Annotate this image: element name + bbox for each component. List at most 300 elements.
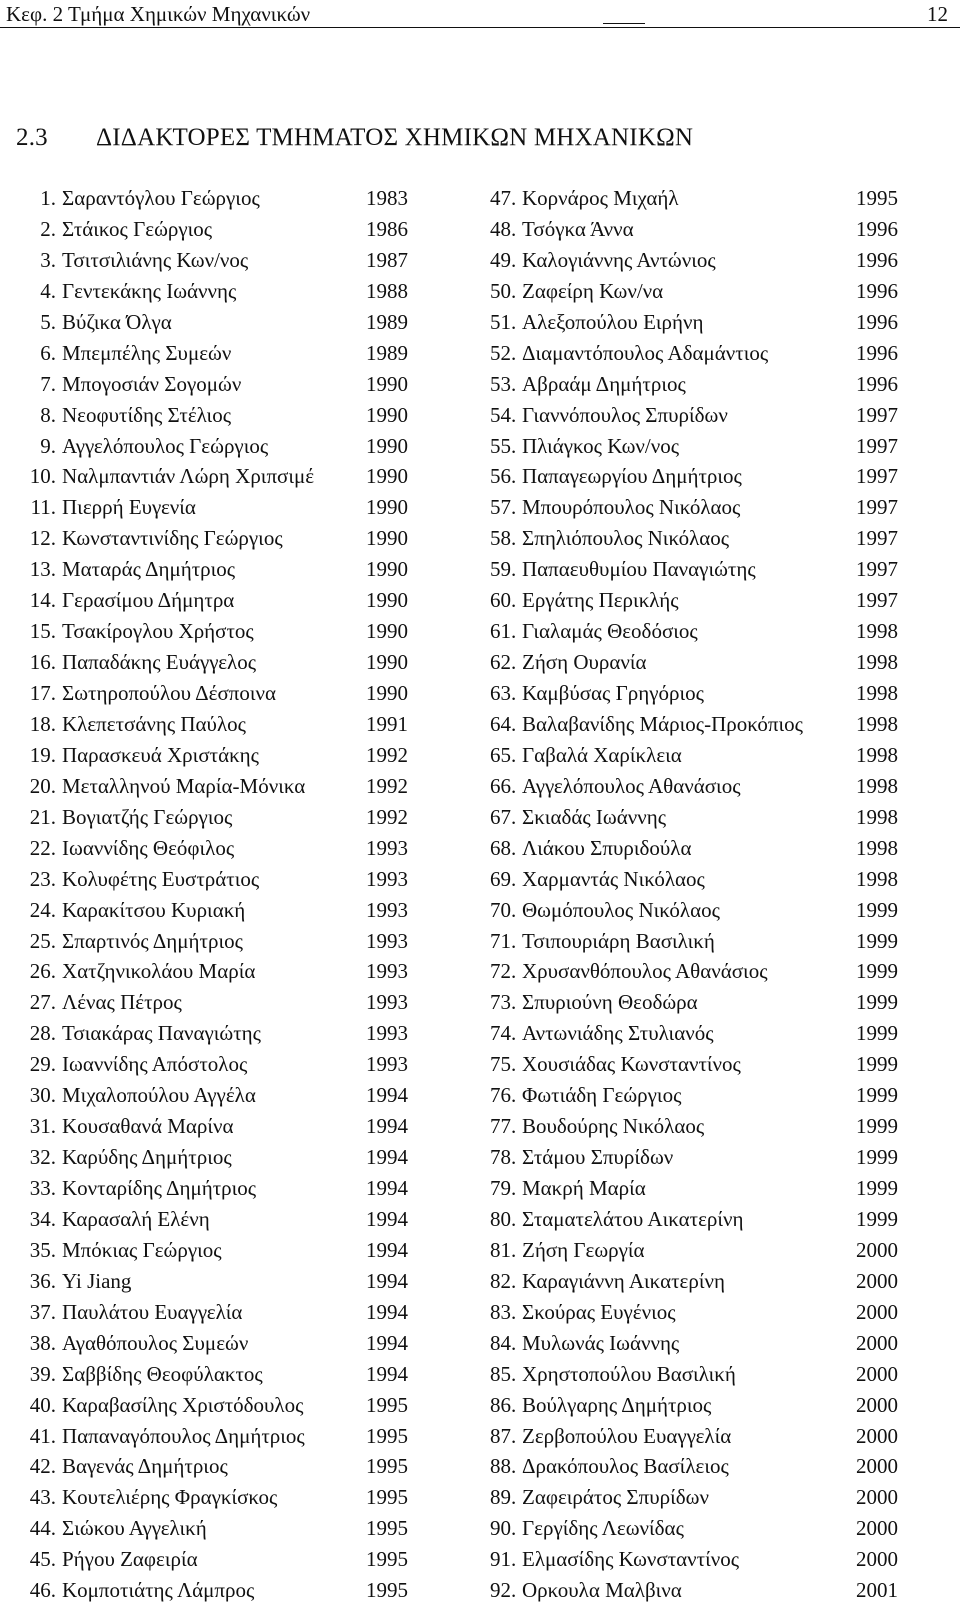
entry-number: 24.: [29, 897, 56, 922]
entry-year: 2000: [856, 1237, 898, 1262]
entry-number: 33.: [29, 1176, 56, 1200]
entry-name: Αγαθόπουλος Συμεών: [62, 1330, 249, 1355]
entry-year: 2000: [856, 1361, 898, 1386]
entry-number: 67.: [490, 804, 517, 829]
entry-year: 1996: [856, 247, 898, 272]
entry-number: 5.: [40, 309, 56, 334]
list-item: [18, 1297, 418, 1328]
entry-name: Βύζικα Όλγα: [62, 309, 172, 334]
entry-name: Ζαφειράτος Σπυρίδων: [522, 1485, 709, 1510]
entry-year: 1988: [366, 278, 408, 303]
entry-year: 1993: [366, 897, 408, 922]
list-item: [490, 1111, 906, 1142]
list-item: [490, 1544, 906, 1575]
entry-year: 2000: [856, 1454, 898, 1479]
entry-year: 1993: [366, 1021, 408, 1046]
list-item: [490, 740, 906, 771]
entry-name: Αντωνιάδης Στυλιανός: [522, 1021, 714, 1046]
entry-number: 20.: [29, 773, 56, 798]
entry-number: 41.: [29, 1423, 56, 1448]
entry-number: 25.: [29, 928, 56, 953]
list-item: [18, 338, 418, 369]
entry-year: 1994: [366, 1361, 408, 1386]
entry-year: 1997: [856, 464, 898, 489]
entry-name: Σιώκου Αγγελική: [62, 1516, 207, 1541]
entry-number: 60.: [490, 588, 517, 613]
list-item: [18, 1111, 418, 1142]
entry-number: 17.: [29, 681, 56, 705]
entry-year: 1995: [856, 186, 898, 210]
entry-number: 23.: [29, 866, 56, 891]
entry-name: Παυλάτου Ευαγγελία: [62, 1299, 243, 1324]
entry-number: 61.: [490, 619, 517, 644]
list-item: [490, 1421, 906, 1452]
entry-year: 1998: [856, 619, 898, 644]
entry-name: Ρήγου Ζαφειρία: [62, 1547, 198, 1572]
entry-number: 55.: [490, 433, 517, 458]
entry-name: Τσακίρογλου Χρήστος: [62, 619, 254, 644]
entry-name: Γεντεκάκης Ιωάννης: [62, 278, 237, 303]
list-item: [490, 1482, 906, 1513]
entry-name: Παπαγεωργίου Δημήτριος: [522, 464, 742, 489]
entry-name: Στάικος Γεώργιος: [62, 216, 213, 241]
entry-year: 1999: [856, 1052, 898, 1077]
entry-year: 1997: [856, 526, 898, 551]
entry-year: 1987: [366, 247, 408, 272]
list-item: [18, 864, 418, 895]
entry-number: 26.: [29, 959, 56, 984]
entry-year: 1998: [856, 742, 898, 767]
entry-year: 1998: [856, 711, 898, 736]
entry-name: Ζήση Ουρανία: [522, 650, 647, 675]
entry-name: Στάμου Σπυρίδων: [522, 1145, 674, 1170]
list-item: [18, 400, 418, 431]
list-item: [490, 1080, 906, 1111]
entry-year: 1998: [856, 773, 898, 798]
entry-year: 1989: [366, 340, 408, 365]
entry-number: 31.: [29, 1114, 56, 1139]
list-item: [18, 245, 418, 276]
list-item: [490, 1328, 906, 1359]
entry-number: 64.: [490, 711, 517, 736]
entry-year: 2000: [856, 1330, 898, 1355]
chapter-title: Κεφ. 2 Τμήμα Χημικών Μηχανικών: [6, 2, 311, 26]
list-item: [490, 461, 906, 492]
entry-number: 38.: [29, 1330, 56, 1355]
entry-number: 69.: [490, 866, 517, 891]
entry-year: 1995: [366, 1454, 408, 1479]
entry-name: Μεταλληνού Μαρία-Μόνικα: [62, 773, 306, 798]
list-item: [18, 276, 418, 307]
entry-number: 49.: [490, 247, 517, 272]
entry-name: Αγγελόπουλος Γεώργιος: [62, 433, 269, 458]
entry-name: Παρασκευά Χριστάκης: [62, 742, 259, 767]
entry-name: Νεοφυτίδης Στέλιος: [62, 402, 232, 427]
entry-name: Λιάκου Σπυριδούλα: [522, 835, 692, 860]
list-item: [490, 1173, 906, 1204]
entry-number: 57.: [490, 495, 517, 520]
list-item: [490, 523, 906, 554]
entry-name: Μπογοσιάν Σογομών: [62, 371, 242, 396]
entry-year: 2000: [856, 1516, 898, 1541]
entry-number: 91.: [490, 1547, 517, 1572]
entry-year: 1997: [856, 588, 898, 613]
entry-name: Τσιτσιλιάνης Κων/νος: [62, 247, 249, 272]
entry-year: 1992: [366, 742, 408, 767]
entry-name: Κονταρίδης Δημήτριος: [62, 1176, 257, 1200]
entry-name: Ορκουλα Μαλβινα: [522, 1578, 682, 1603]
entry-number: 78.: [490, 1145, 517, 1170]
entry-number: 89.: [490, 1485, 517, 1510]
list-item: [18, 895, 418, 926]
entry-number: 45.: [29, 1547, 56, 1572]
list-item: [18, 214, 418, 245]
entry-number: 46.: [29, 1578, 56, 1603]
entry-year: 1997: [856, 495, 898, 520]
entry-year: 1993: [366, 1052, 408, 1077]
entry-number: 88.: [490, 1454, 517, 1479]
list-item: [490, 400, 906, 431]
entry-number: 9.: [40, 433, 56, 458]
entry-year: 1995: [366, 1547, 408, 1572]
list-item: [18, 1018, 418, 1049]
entry-name: Ζήση Γεωργία: [522, 1237, 645, 1262]
entry-name: Αβραάμ Δημήτριος: [522, 371, 686, 396]
entry-number: 44.: [29, 1516, 56, 1541]
right-column-list: [490, 183, 906, 1606]
list-item: [18, 1359, 418, 1390]
entry-year: 1990: [366, 526, 408, 551]
entry-number: 12.: [29, 526, 56, 551]
entry-year: 1998: [856, 835, 898, 860]
page-header: [0, 0, 960, 30]
entry-name: Βογιατζής Γεώργιος: [62, 804, 233, 829]
entry-number: 66.: [490, 773, 517, 798]
entry-name: Καραβασίλης Χριστόδουλος: [62, 1392, 304, 1417]
entry-name: Σκιαδάς Ιωάννης: [522, 804, 667, 829]
entry-number: 48.: [490, 216, 517, 241]
entry-name: Μυλωνάς Ιωάννης: [522, 1330, 680, 1355]
list-item: [18, 616, 418, 647]
list-item: [18, 1421, 418, 1452]
entry-year: 1990: [366, 464, 408, 489]
entry-year: 1990: [366, 557, 408, 582]
list-item: [18, 523, 418, 554]
entry-year: 1995: [366, 1578, 408, 1603]
list-item: [490, 338, 906, 369]
entry-name: Ζαφείρη Κων/να: [522, 278, 664, 303]
entry-name: Χρυσανθόπουλος Αθανάσιος: [522, 959, 768, 984]
entry-year: 1994: [366, 1237, 408, 1262]
entry-year: 1994: [366, 1083, 408, 1108]
list-item: [18, 1482, 418, 1513]
entry-year: 1994: [366, 1206, 408, 1231]
entry-year: 2000: [856, 1547, 898, 1572]
entry-name: Φωτιάδη Γεώργιος: [522, 1083, 682, 1108]
entry-name: Γαβαλά Χαρίκλεια: [522, 742, 682, 767]
entry-year: 1999: [856, 959, 898, 984]
entry-year: 1999: [856, 1021, 898, 1046]
entry-name: Καμβύσας Γρηγόριος: [522, 681, 704, 705]
entry-name: Σταματελάτου Αικατερίνη: [522, 1206, 744, 1231]
list-item: [490, 1451, 906, 1482]
entry-year: 2000: [856, 1485, 898, 1510]
entry-number: 79.: [490, 1176, 517, 1200]
entry-number: 18.: [29, 711, 56, 736]
entry-name: Βουδούρης Νικόλαος: [522, 1114, 705, 1139]
entry-name: Γιαλαμάς Θεοδόσιος: [522, 619, 698, 644]
list-item: [18, 1328, 418, 1359]
list-item: [18, 1173, 418, 1204]
entry-name: Κουτελιέρης Φραγκίσκος: [62, 1485, 278, 1510]
entry-number: 14.: [29, 588, 56, 613]
entry-year: 1986: [366, 216, 408, 241]
list-item: [490, 616, 906, 647]
entry-name: Κομποτιάτης Λάμπρος: [62, 1578, 255, 1603]
list-item: [490, 709, 906, 740]
entry-number: 77.: [490, 1114, 517, 1139]
entry-year: 2000: [856, 1299, 898, 1324]
entry-name: Μιχαλοπούλου Αγγέλα: [62, 1083, 256, 1108]
list-item: [490, 864, 906, 895]
list-item: [490, 987, 906, 1018]
entry-number: 42.: [29, 1454, 56, 1479]
list-item: [490, 1018, 906, 1049]
entry-year: 2000: [856, 1268, 898, 1293]
entry-number: 30.: [29, 1083, 56, 1108]
list-item: [490, 833, 906, 864]
list-item: [490, 1235, 906, 1266]
entry-year: 1990: [366, 619, 408, 644]
list-item: [18, 802, 418, 833]
list-item: [490, 585, 906, 616]
left-column-list: [18, 183, 418, 1606]
entry-year: 1990: [366, 433, 408, 458]
entry-year: 1993: [366, 959, 408, 984]
entry-name: Σπηλιόπουλος Νικόλαος: [522, 526, 730, 551]
entry-year: 1994: [366, 1299, 408, 1324]
entry-year: 2000: [856, 1392, 898, 1417]
entry-year: 1994: [366, 1268, 408, 1293]
entry-number: 2.: [40, 216, 56, 241]
entry-name: Ελμασίδης Κωνσταντίνος: [522, 1547, 740, 1572]
entry-number: 13.: [29, 557, 56, 582]
list-item: [490, 771, 906, 802]
entry-name: Καρασαλή Ελένη: [62, 1206, 210, 1231]
entry-name: Βαλαβανίδης Μάριος-Προκόπιος: [522, 711, 803, 736]
entry-number: 6.: [40, 340, 56, 365]
entry-year: 1997: [856, 433, 898, 458]
entry-number: 36.: [29, 1268, 56, 1293]
entry-number: 92.: [490, 1578, 517, 1603]
list-item: [490, 956, 906, 987]
entry-number: 15.: [29, 619, 56, 644]
list-item: [490, 1266, 906, 1297]
entry-name: Ιωαννίδης Θεόφιλος: [62, 835, 235, 860]
list-item: [490, 1390, 906, 1421]
entry-name: Χατζηνικολάου Μαρία: [62, 959, 256, 984]
entry-year: 1993: [366, 990, 408, 1015]
entry-number: 51.: [490, 309, 517, 334]
entry-name: Αγγελόπουλος Αθανάσιος: [522, 773, 741, 798]
entry-number: 7.: [40, 371, 56, 396]
entry-name: Χαρμαντάς Νικόλαος: [522, 866, 705, 891]
entry-name: Θωμόπουλος Νικόλαος: [522, 897, 720, 922]
header-rule: [0, 27, 960, 28]
entry-year: 1990: [366, 495, 408, 520]
list-item: [18, 307, 418, 338]
list-item: [18, 956, 418, 987]
entry-year: 1999: [856, 1083, 898, 1108]
section-number: 2.3: [16, 124, 48, 151]
entry-year: 1999: [856, 1114, 898, 1139]
entry-number: 80.: [490, 1206, 517, 1231]
entry-year: 1993: [366, 866, 408, 891]
entry-name: Σπαρτινός Δημήτριος: [62, 928, 243, 953]
entry-number: 34.: [29, 1206, 56, 1231]
entry-name: Κορνάρος Μιχαήλ: [522, 186, 679, 210]
list-item: [18, 1575, 418, 1606]
entry-name: Δρακόπουλος Βασίλειος: [522, 1454, 729, 1479]
entry-number: 19.: [29, 742, 56, 767]
entry-year: 1999: [856, 1176, 898, 1200]
entry-year: 1990: [366, 588, 408, 613]
list-item: [18, 1513, 418, 1544]
entry-name: Μακρή Μαρία: [522, 1176, 646, 1200]
list-item: [490, 214, 906, 245]
entry-year: 1989: [366, 309, 408, 334]
entry-number: 70.: [490, 897, 517, 922]
entry-number: 11.: [30, 495, 56, 520]
list-item: [18, 647, 418, 678]
list-item: [490, 1575, 906, 1606]
list-item: [490, 1513, 906, 1544]
entry-year: 1993: [366, 835, 408, 860]
entry-number: 62.: [490, 650, 517, 675]
list-item: [490, 431, 906, 462]
entry-name: Yi Jiang: [62, 1268, 132, 1293]
entry-name: Σαραντόγλου Γεώργιος: [62, 186, 260, 210]
entry-number: 28.: [29, 1021, 56, 1046]
entry-number: 73.: [490, 990, 517, 1015]
entry-number: 10.: [29, 464, 56, 489]
entry-name: Γιαννόπουλος Σπυρίδων: [522, 402, 728, 427]
entry-number: 87.: [490, 1423, 517, 1448]
entry-name: Καλογιάννης Αντώνιος: [522, 247, 716, 272]
entry-name: Παπαδάκης Ευάγγελος: [62, 650, 257, 675]
entry-number: 86.: [490, 1392, 517, 1417]
list-item: [18, 1451, 418, 1482]
entry-name: Γεργίδης Λεωνίδας: [522, 1516, 684, 1541]
entry-number: 39.: [29, 1361, 56, 1386]
list-item: [18, 369, 418, 400]
entry-name: Σκούρας Ευγένιος: [522, 1299, 676, 1324]
entry-name: Βαγενάς Δημήτριος: [62, 1454, 228, 1479]
entry-number: 47.: [490, 186, 517, 210]
section-heading: [16, 124, 693, 152]
list-item: [490, 245, 906, 276]
entry-number: 35.: [29, 1237, 56, 1262]
entry-name: Κλεπετσάνης Παύλος: [62, 711, 246, 736]
entry-name: Ματαράς Δημήτριος: [62, 557, 236, 582]
entry-number: 16.: [29, 650, 56, 675]
entry-number: 52.: [490, 340, 517, 365]
entry-year: 1998: [856, 804, 898, 829]
list-item: [18, 1204, 418, 1235]
entry-year: 1995: [366, 1392, 408, 1417]
entry-number: 74.: [490, 1021, 517, 1046]
entry-year: 1998: [856, 866, 898, 891]
list-item: [490, 1049, 906, 1080]
entry-number: 53.: [490, 371, 517, 396]
entry-year: 1999: [856, 928, 898, 953]
entry-number: 65.: [490, 742, 517, 767]
entry-number: 3.: [40, 247, 56, 272]
entry-year: 2001: [856, 1578, 898, 1603]
entry-name: Αλεξοπούλου Ειρήνη: [522, 309, 704, 334]
entry-year: 1999: [856, 897, 898, 922]
list-item: [18, 183, 418, 214]
list-item: [490, 492, 906, 523]
entry-year: 1992: [366, 773, 408, 798]
entry-number: 81.: [490, 1237, 517, 1262]
entry-number: 4.: [40, 278, 56, 303]
entry-name: Τσιπουριάρη Βασιλική: [522, 928, 715, 953]
entry-year: 1991: [366, 711, 408, 736]
entry-year: 1999: [856, 1206, 898, 1231]
header-blank-line: [603, 23, 645, 24]
entry-name: Μπουρόπουλος Νικόλαος: [522, 495, 741, 520]
list-item: [18, 1235, 418, 1266]
list-item: [18, 1142, 418, 1173]
entry-year: 1997: [856, 402, 898, 427]
entry-year: 1997: [856, 557, 898, 582]
list-item: [490, 678, 906, 709]
entry-name: Τσόγκα Άννα: [522, 216, 634, 241]
entry-year: 2000: [856, 1423, 898, 1448]
entry-name: Κουσαθανά Μαρίνα: [62, 1114, 234, 1139]
entry-name: Βούλγαρης Δημήτριος: [522, 1392, 712, 1417]
entry-year: 1994: [366, 1330, 408, 1355]
entry-name: Παπαευθυμίου Παναγιώτης: [522, 557, 756, 582]
entry-name: Λένας Πέτρος: [62, 990, 182, 1015]
list-item: [18, 431, 418, 462]
list-item: [18, 1080, 418, 1111]
entry-name: Σπυριούνη Θεοδώρα: [522, 990, 698, 1015]
entry-number: 40.: [29, 1392, 56, 1417]
list-item: [490, 1359, 906, 1390]
entry-number: 1.: [40, 186, 56, 210]
list-item: [18, 709, 418, 740]
entry-year: 1995: [366, 1423, 408, 1448]
entry-year: 1996: [856, 216, 898, 241]
entry-name: Εργάτης Περικλής: [522, 588, 679, 613]
list-item: [18, 585, 418, 616]
entry-name: Ιωαννίδης Απόστολος: [62, 1052, 248, 1077]
entry-name: Μπεμπέλης Συμεών: [62, 340, 232, 365]
entry-number: 76.: [490, 1083, 517, 1108]
list-item: [18, 1390, 418, 1421]
list-item: [18, 1544, 418, 1575]
entry-year: 1998: [856, 681, 898, 705]
entry-name: Καρύδης Δημήτριος: [62, 1145, 232, 1170]
entry-year: 1994: [366, 1145, 408, 1170]
list-item: [490, 1204, 906, 1235]
page-number: 12: [927, 2, 948, 26]
entry-year: 1990: [366, 681, 408, 705]
list-item: [490, 276, 906, 307]
entry-year: 1998: [856, 650, 898, 675]
